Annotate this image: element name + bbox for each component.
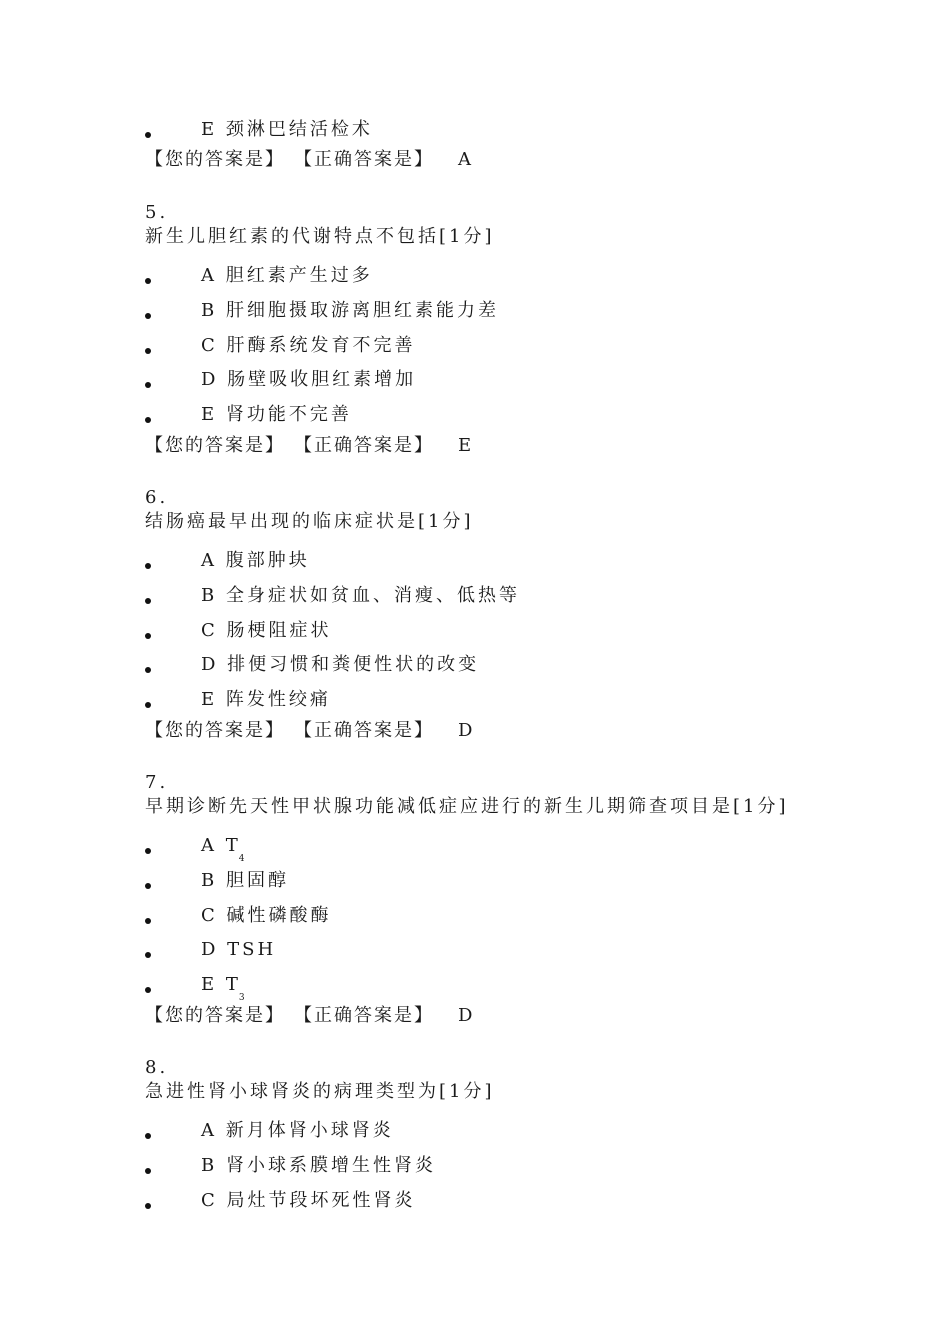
question-text: 新生儿胆红素的代谢特点不包括[1分] (145, 226, 495, 247)
bullet-icon (145, 702, 151, 708)
option-main: E T (201, 974, 241, 995)
bullet-icon (145, 848, 151, 854)
question-number: 8. (145, 1057, 169, 1078)
option-main: A T (201, 835, 241, 856)
bullet-icon (145, 598, 151, 604)
correct-answer-value: D (458, 720, 475, 741)
option-text (201, 973, 245, 1003)
option-text: E 颈淋巴结活检术 (201, 119, 373, 140)
option-text: B 肾小球系膜增生性肾炎 (201, 1155, 436, 1176)
answer-row (145, 1004, 474, 1028)
bullet-icon (145, 1168, 151, 1174)
answer-row (145, 719, 474, 743)
option-text: C 局灶节段坏死性肾炎 (201, 1190, 416, 1211)
your-answer-label: 【您的答案是】 (145, 435, 285, 456)
correct-answer-label: 【正确答案是】 (303, 720, 434, 741)
question-text: 急进性肾小球肾炎的病理类型为[1分] (145, 1081, 495, 1102)
correct-answer-label: 【正确答案是】 (303, 149, 434, 170)
option-text: A 新月体肾小球肾炎 (201, 1120, 394, 1141)
bullet-icon (145, 987, 151, 993)
bullet-icon (145, 667, 151, 673)
question-text: 早期诊断先天性甲状腺功能减低症应进行的新生儿期筛查项目是[1分] (145, 796, 789, 817)
bullet-icon (145, 313, 151, 319)
bullet-icon (145, 883, 151, 889)
option-text: E 肾功能不完善 (201, 404, 352, 425)
option-text: B 胆固醇 (201, 870, 289, 891)
option-text: B 全身症状如贫血、消瘦、低热等 (201, 585, 520, 606)
question-text: 结肠癌最早出现的临床症状是[1分] (145, 511, 474, 532)
answer-row (145, 148, 473, 172)
option-text: A 腹部肿块 (201, 550, 310, 571)
bullet-icon (145, 563, 151, 569)
correct-answer-label: 【正确答案是】 (303, 1005, 434, 1026)
option-text: B 肝细胞摄取游离胆红素能力差 (201, 300, 499, 321)
option-text: C 肠梗阻症状 (201, 620, 332, 641)
correct-answer-value: D (458, 1005, 475, 1026)
bullet-icon (145, 417, 151, 423)
bullet-icon (145, 918, 151, 924)
correct-answer-value: A (458, 149, 473, 170)
option-text: A 胆红素产生过多 (201, 265, 373, 286)
subscript: 4 (238, 854, 245, 864)
your-answer-label: 【您的答案是】 (145, 720, 285, 741)
bullet-icon (145, 952, 151, 958)
correct-answer-label: 【正确答案是】 (303, 435, 434, 456)
bullet-icon (145, 132, 151, 138)
bullet-icon (145, 1203, 151, 1209)
question-number: 7. (145, 772, 169, 793)
bullet-icon (145, 382, 151, 388)
bullet-icon (145, 348, 151, 354)
option-text (201, 834, 245, 864)
bullet-icon (145, 633, 151, 639)
answer-row (145, 434, 473, 458)
option-text: E 阵发性绞痛 (201, 689, 331, 710)
question-number: 6. (145, 487, 169, 508)
bullet-icon (145, 1133, 151, 1139)
option-text: C 肝酶系统发育不完善 (201, 335, 416, 356)
question-number: 5. (145, 202, 169, 223)
correct-answer-value: E (458, 435, 474, 456)
option-text: D TSH (201, 939, 277, 960)
your-answer-label: 【您的答案是】 (145, 1005, 285, 1026)
option-text: D 排便习惯和粪便性状的改变 (201, 654, 480, 675)
subscript: 3 (238, 993, 245, 1003)
bullet-icon (145, 278, 151, 284)
option-text: D 肠壁吸收胆红素增加 (201, 369, 417, 390)
your-answer-label: 【您的答案是】 (145, 149, 285, 170)
option-text: C 碱性磷酸酶 (201, 905, 332, 926)
